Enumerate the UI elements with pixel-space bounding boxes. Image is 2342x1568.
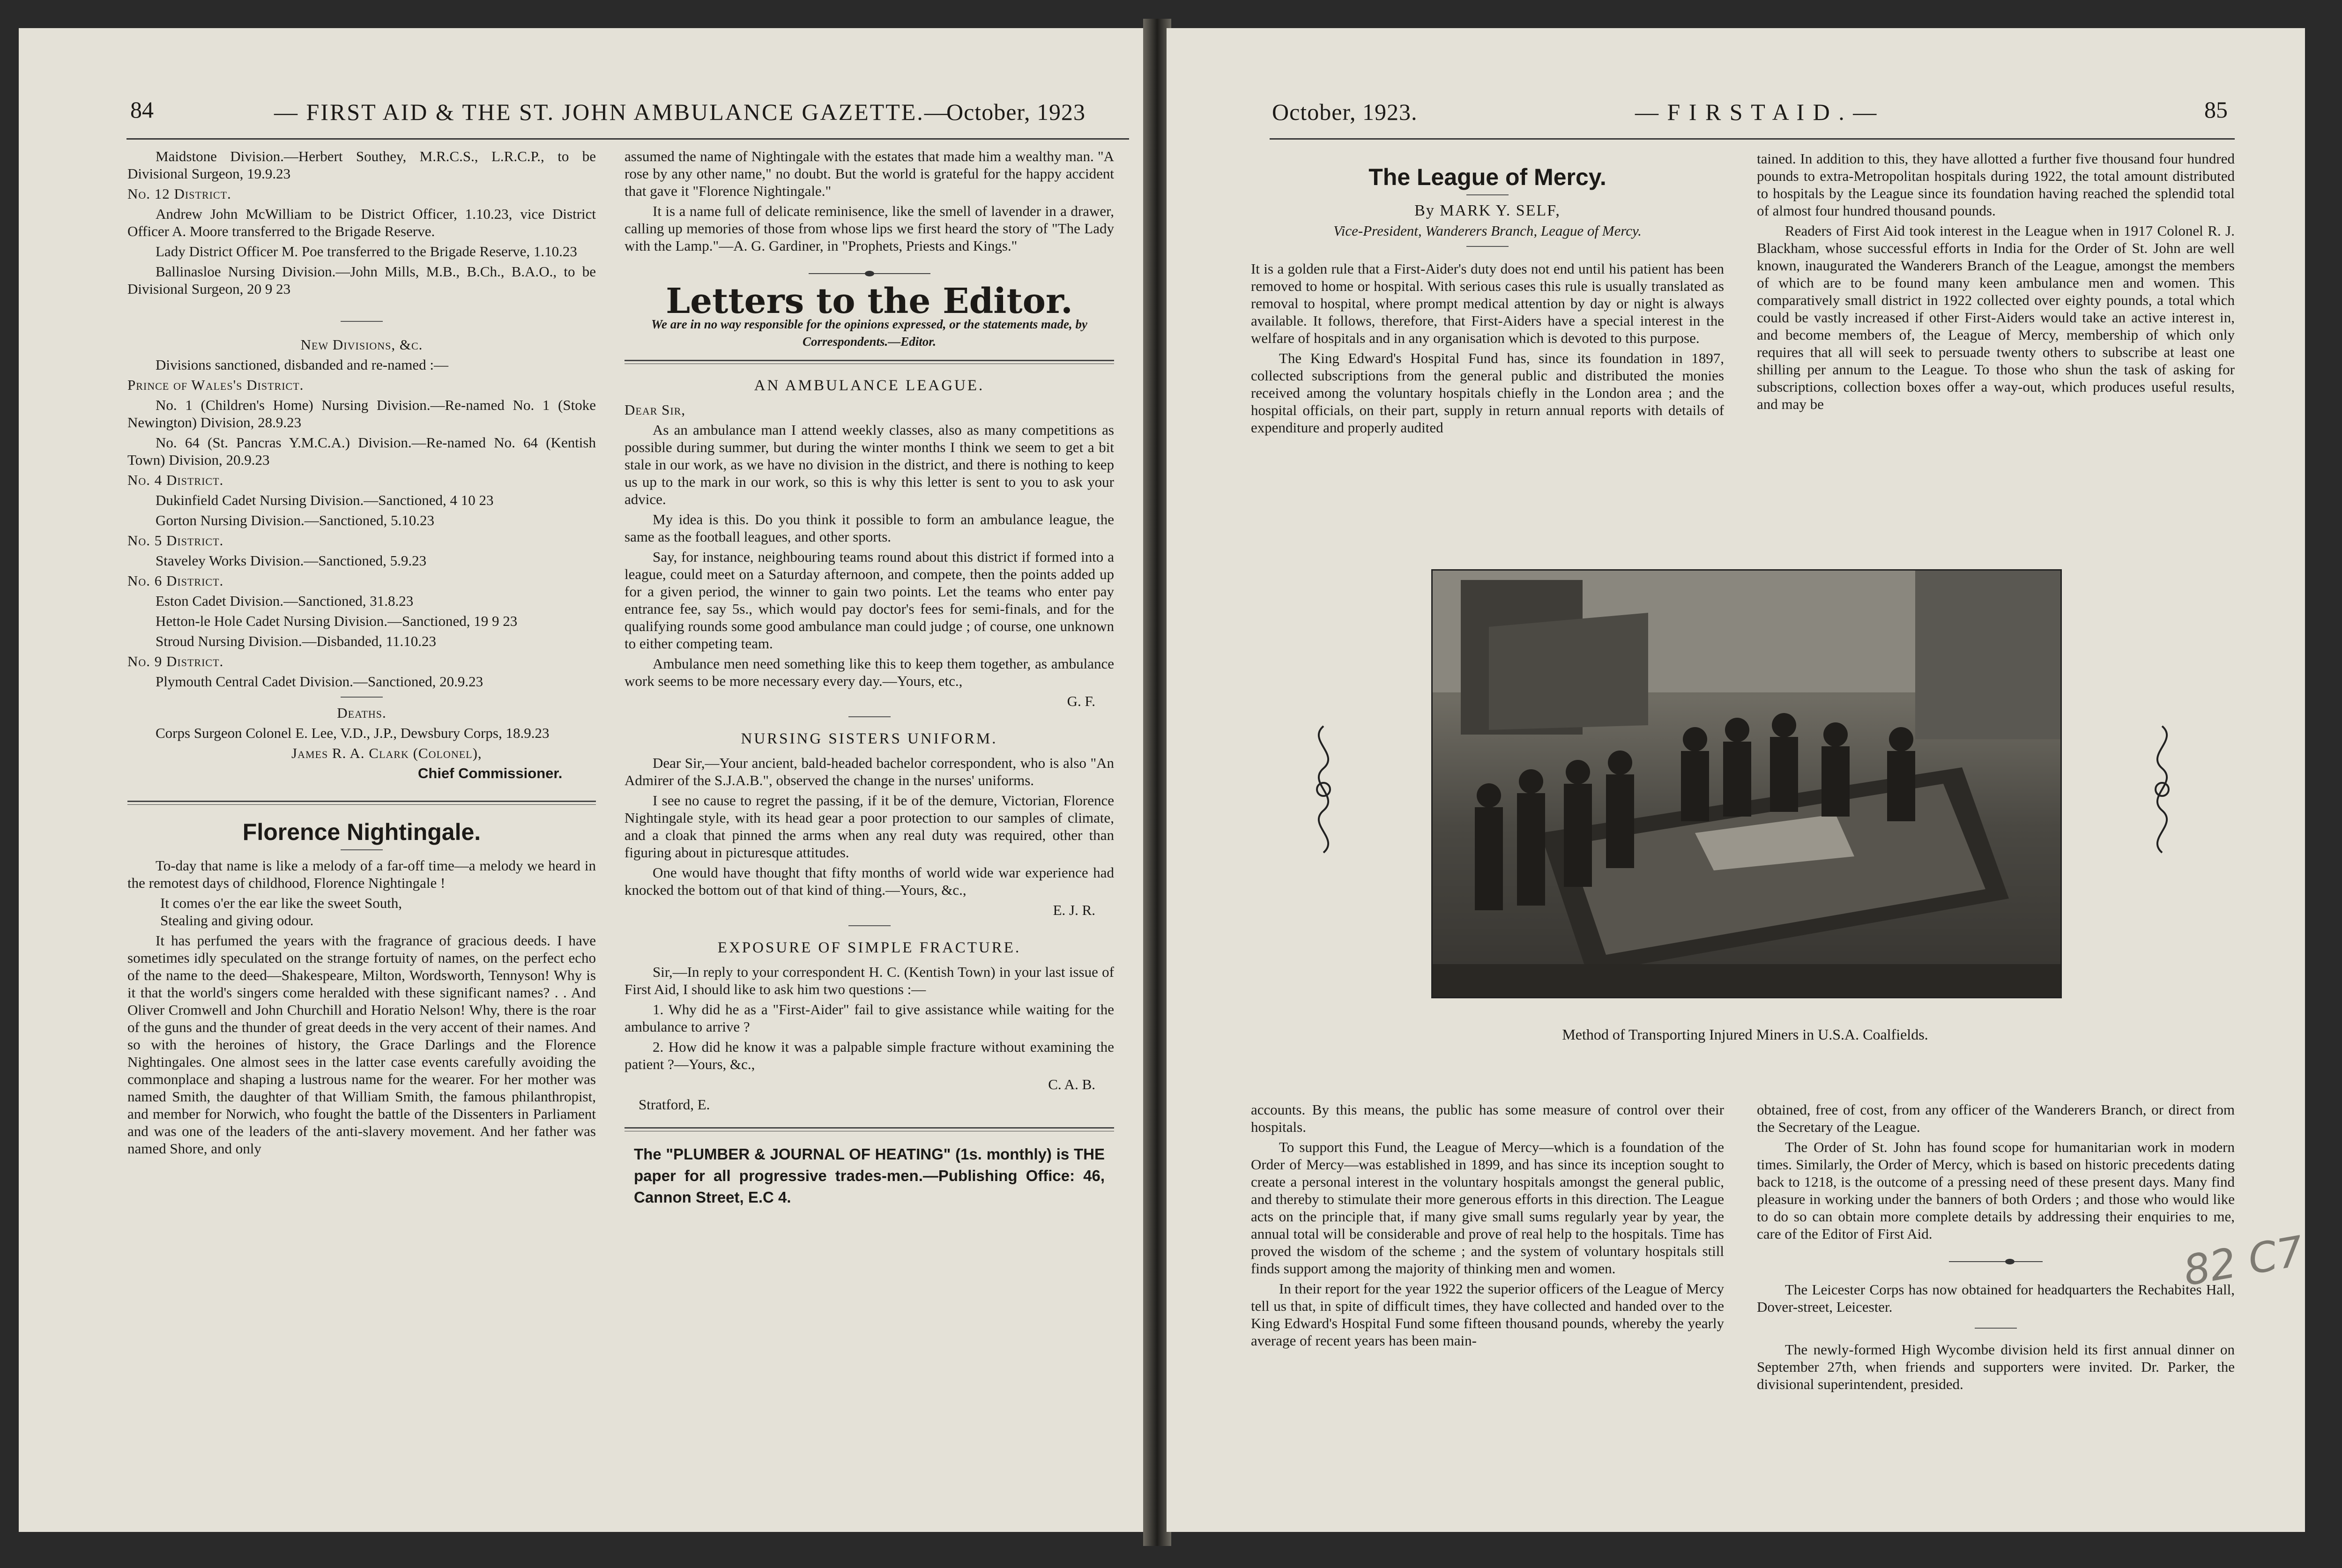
article-paragraph: It is a name full of delicate reminisence, like the smell of lavender in a drawer, calling up memories of those from whose lips we first heard the story of "The Lady with the Lamp."—A. G. Gardiner, in "Prophets, Priests and Kings." <box>625 203 1114 254</box>
right-column-2-bottom <box>1757 1101 2235 1396</box>
article-title: The League of Mercy. <box>1368 164 1606 190</box>
separator <box>341 697 383 698</box>
district-heading: No. 4 District. <box>127 472 224 488</box>
right-column-1-top <box>1251 150 1724 439</box>
district-heading: Prince of Wales's District. <box>127 377 304 393</box>
header-rule <box>1270 138 2235 140</box>
section-rule <box>127 801 596 805</box>
article-paragraph: accounts. By this means, the public has some measure of control over their hospitals. <box>1251 1101 1724 1135</box>
letter-salutation: Dear Sir, <box>625 401 686 418</box>
division-entry: No. 64 (St. Pancras Y.M.C.A.) Division.—Re-named No. 64 (Kentish Town) Division, 20.9.23 <box>127 434 596 468</box>
scroll-ornament-icon <box>2136 721 2188 857</box>
byline: By MARK Y. SELF, <box>1414 202 1561 219</box>
letter-title: NURSING SISTERS UNIFORM. <box>741 730 998 747</box>
running-head: — F I R S T A I D . — <box>1635 99 1878 125</box>
letter-paragraph: Dear Sir,—Your ancient, bald-headed bachelor correspondent, who is also "An Admirer of the S.J.A.B.", observed the change in the nurses' uniforms. <box>625 755 1114 788</box>
letter-signature: E. J. R. <box>1053 902 1095 918</box>
division-entry: Hetton-le Hole Cadet Nursing Division.—Sanctioned, 19 9 23 <box>156 613 518 629</box>
notice-paragraph: Maidstone Division.—Herbert Southey, M.R.C.S., L.R.C.P., to be Divisional Surgeon, 19.9.23 <box>127 148 596 182</box>
article-paragraph: obtained, free of cost, from any officer of the Wanderers Branch, or direct from the Secretary of the League. <box>1757 1101 2235 1135</box>
letter-paragraph: 1. Why did he as a "First-Aider" fail to give assistance while waiting for the ambulance to arrive ? <box>625 1001 1114 1035</box>
page-number: 84 <box>130 97 154 123</box>
deaths-text: Corps Surgeon Colonel E. Lee, V.D., J.P., Dewsbury Corps, 18.9.23 <box>156 725 550 741</box>
issue-date: October, 1923. <box>1272 99 1418 125</box>
notice-paragraph: Lady District Officer M. Poe transferred to the Brigade Reserve, 1.10.23 <box>156 243 577 260</box>
article-paragraph: Readers of First Aid took interest in the League when in 1917 Colonel R. J. Blackham, whose successful efforts in India for the Order of St. John are well known, inaugurated the Wanderers Branch of the League, amongst the members of which are to be found many keen ambulance men and women. This comparatively small district in 1922 collected over eighty pounds, a total which could be vastly increased if other First-Aiders would take an active interest in, and become members of, the League of Mercy, membership of which only requires that all will seek to persuade twenty others to subscribe at least one shilling per annum to the League. To those who shun the task of asking for subscriptions, collection boxes offer a way-out, which produces useful results, and may be <box>1757 223 2235 412</box>
signature-name: James R. A. Clark (Colonel), <box>291 745 482 761</box>
letters-title: Letters to the Editor. <box>666 281 1073 321</box>
verse-line: Stealing and giving odour. <box>160 912 314 929</box>
separator <box>1466 246 1509 247</box>
article-paragraph: It is a golden rule that a First-Aider's duty does not end until his patient has been removed to home or hospital. With serious cases this rule is usually translated as removal to hospital, where prompt medical attention by day or night is always available. It follows, therefore, that First-Aiders have a special interest in the welfare of hospitals and in any organisation which is devoted to this purpose. <box>1251 260 1724 346</box>
district-heading: No. 5 District. <box>127 532 224 549</box>
letter-paragraph: My idea is this. Do you think it possible to form an ambulance league, the same as the football leagues, and other sports. <box>625 511 1114 545</box>
letter-title: AN AMBULANCE LEAGUE. <box>754 377 985 394</box>
notice-paragraph: The Leicester Corps has now obtained for headquarters the Rechabites Hall, Dover-street, Leicester. <box>1757 1281 2235 1315</box>
letter-place: Stratford, E. <box>639 1096 710 1113</box>
handwritten-annotation: 82 C7 <box>2180 1226 2307 1295</box>
letter-paragraph: Sir,—In reply to your correspondent H. C. (Kentish Town) in your last issue of First Aid, I should like to ask him two questions :— <box>625 964 1114 997</box>
notice-paragraph: Andrew John McWilliam to be District Officer, 1.10.23, vice District Officer A. Moore transferred to the Brigade Reserve. <box>127 206 596 239</box>
letter-signature: G. F. <box>1067 693 1095 709</box>
letters-disclaimer: We are in no way responsible for the opinions expressed, or the statements made, by Correspondents.—Editor. <box>651 317 1087 349</box>
photo-caption: Method of Transporting Injured Miners in U.S.A. Coalfields. <box>1562 1026 1928 1043</box>
advertisement: The "PLUMBER & JOURNAL OF HEATING" (1s. monthly) is THE paper for all progressive trades-men.—Publishing Office: 46, Cannon Street, E.C 4. <box>634 1145 1105 1206</box>
author-position: Vice-President, Wanderers Branch, League of Mercy. <box>1333 223 1642 239</box>
separator <box>848 716 891 717</box>
article-paragraph: assumed the name of Nightingale with the estates that made him a wealthy man. "A rose by any other name," no doubt. But the world is grateful for the happy accident that gave it "Florence Nightingale." <box>625 148 1114 199</box>
section-rule <box>625 1127 1114 1131</box>
letter-title: EXPOSURE OF SIMPLE FRACTURE. <box>717 939 1021 956</box>
header-rule <box>126 138 1129 140</box>
ornamental-rule <box>1949 1261 2043 1262</box>
article-paragraph: In their report for the year 1922 the superior officers of the League of Mercy tell us that, in spite of difficult times, they have collected and handed over to the King Edward's Hospital Fund some fifteen thousand pounds, whereby the yearly average of recent years has been main- <box>1251 1280 1724 1349</box>
district-heading: No. 9 District. <box>127 653 224 669</box>
letter-paragraph: One would have thought that fifty months of world wide war experience had knocked the bottom out of that kind of thing.—Yours, &c., <box>625 864 1114 898</box>
right-column-1-bottom <box>1251 1101 1724 1352</box>
article-paragraph: It has perfumed the years with the fragrance of gracious deeds. I have sometimes idly speculated on the strange fortuity of names, on the perfect echo of the name to the deed—Shakespeare, Milton, Wordsworth, Tennyson! Why is it that the world's singers come heralded with these significant names? . . And Oliver Cromwell and John Churchill and Horatio Nelson! Why, there is the roar of the guns and the thunder of great deeds in the very accent of their names. And so with the heroines of history, the Grace Darlings and the Florence Nightingales. One almost sees in the latter case events carefully avoiding the commonplace and shaping a lustrous name for the wearer. For her mother was named Smith, the daughter of that William Smith, the famous philanthropist, and member for Norwich, who fought the battle of the Dissenters in Parliament and was one of the leaders of the anti-slavery movement. And her father was named Shore, and only <box>127 932 596 1157</box>
letter-paragraph: As an ambulance man I attend weekly classes, also as many competitions as possible during summer, but during the winter months I think we seem to get a bit stale in our work, as we have no division in the district, and there is nothing to keep us up to the mark in our work, so this is why this letter is sent to you to ask your advice. <box>625 422 1114 507</box>
division-entry: No. 1 (Children's Home) Nursing Division.—Re-named No. 1 (Stoke Newington) Division, 28.9.23 <box>127 397 596 431</box>
division-entry: Gorton Nursing Division.—Sanctioned, 5.10.23 <box>156 512 434 528</box>
article-paragraph: The King Edward's Hospital Fund has, since its foundation in 1897, collected subscriptions from the general public and distributed the monies received among the voluntary hospitals chiefly in the London area ; and the hospital officials, on their part, supply in return annual reports with details of expenditure and properly audited <box>1251 350 1724 436</box>
notice-paragraph: The newly-formed High Wycombe division held its first annual dinner on September 27th, when friends and supporters were invited. Dr. Parker, the divisional superintendent, presided. <box>1757 1341 2235 1392</box>
separator <box>341 849 383 850</box>
ornamental-rule <box>809 273 930 274</box>
article-paragraph: tained. In addition to this, they have allotted a further five thousand four hundred pounds to extra-Metropolitan hospitals during 1922, the total amount distributed to hospitals by the League since its foundation having reached the splendid total of almost four hundred thousand pounds. <box>1757 150 2235 219</box>
right-column-2-top <box>1757 150 2235 416</box>
separator <box>1975 1328 2017 1329</box>
article-paragraph: The Order of St. John has found scope for humanitarian work in modern times. Similarly, the Order of Mercy, which is based on historic precedents dating back to 1218, is the outcome of a pressing need of these present days. Many find pleasure in working under the banners of both Orders ; and those who would like to do so can obtain more complete details by addressing their enquiries to me, care of the Editor of First Aid. <box>1757 1139 2235 1242</box>
separator <box>341 321 383 322</box>
division-entry: Stroud Nursing Division.—Disbanded, 11.10.23 <box>156 633 437 649</box>
left-column-2 <box>625 148 1114 1211</box>
miners-photograph <box>1431 569 2062 998</box>
signature-title: Chief Commissioner. <box>418 765 563 781</box>
division-entry: Plymouth Central Cadet Division.—Sanctioned, 20.9.23 <box>156 673 483 690</box>
verse-line: It comes o'er the ear like the sweet South, <box>160 895 402 911</box>
district-heading: No. 6 District. <box>127 572 224 589</box>
separator <box>1466 194 1509 195</box>
district-heading: No. 12 District. <box>127 186 231 202</box>
running-head: — FIRST AID & THE ST. JOHN AMBULANCE GAZETTE.— <box>274 99 949 125</box>
division-entry: Staveley Works Division.—Sanctioned, 5.9.23 <box>156 552 427 569</box>
section-rule <box>625 360 1114 364</box>
issue-date: October, 1923 <box>946 99 1086 125</box>
letter-signature: C. A. B. <box>1048 1076 1095 1092</box>
scroll-ornament-icon <box>1298 721 1349 857</box>
letter-paragraph: Ambulance men need something like this to keep them together, as ambulance work seems to be more necessary every day.—Yours, etc., <box>625 655 1114 689</box>
letter-paragraph: I see no cause to regret the passing, if it be of the demure, Victorian, Florence Nightingale style, with its head gear a poor protection to our samples of climate, and a cloak that pinned the arms when any real duty was required, other than figuring about in picturesque attitudes. <box>625 792 1114 861</box>
separator <box>848 925 891 926</box>
page-number: 85 <box>2204 97 2228 123</box>
division-entry: Eston Cadet Division.—Sanctioned, 31.8.23 <box>156 593 414 609</box>
section-heading: New Divisions, &c. <box>300 336 423 353</box>
division-entry: Dukinfield Cadet Nursing Division.—Sanctioned, 4 10 23 <box>156 492 494 508</box>
section-intro: Divisions sanctioned, disbanded and re-named :— <box>156 357 449 373</box>
left-column-1 <box>127 148 596 1160</box>
letter-paragraph: Say, for instance, neighbouring teams round about this district if formed into a league, could meet on a Saturday afternoon, and compete, then the points added up for a given period, the winner to gain two points. Let the teams who enter pay entrance fee, say 5s., which would pay doctor's fees for semi-finals, and for the qualifying rounds some good ambulance man could judge ; of course, one unknown to either competing team. <box>625 549 1114 652</box>
notice-paragraph: Ballinasloe Nursing Division.—John Mills, M.B., B.Ch., B.A.O., to be Divisional Surgeon, 20 9 23 <box>127 263 596 297</box>
deaths-heading: Deaths. <box>337 705 387 721</box>
letter-paragraph: 2. How did he know it was a palpable simple fracture without examining the patient ?—Yours, &c., <box>625 1039 1114 1072</box>
article-paragraph: To support this Fund, the League of Mercy—which is a foundation of the Order of Mercy—was established in 1899, and has since its inception sought to create a personal interest in the voluntary hospitals amongst the general public, and thereby to stimulate their more generous efforts in this direction. The League acts on the principle that, if many give small sums regularly year by year, the annual total will be considerable and prove of real help to the hospitals. Time has proved the wisdom of the scheme ; and the system of voluntary hospitals still finds support among the majority of thinking men and women. <box>1251 1139 1724 1277</box>
article-paragraph: To-day that name is like a melody of a far-off time—a melody we heard in the remotest days of childhood, Florence Nightingale ! <box>127 857 596 891</box>
left-page <box>19 28 1148 1532</box>
article-title: Florence Nightingale. <box>242 819 481 845</box>
